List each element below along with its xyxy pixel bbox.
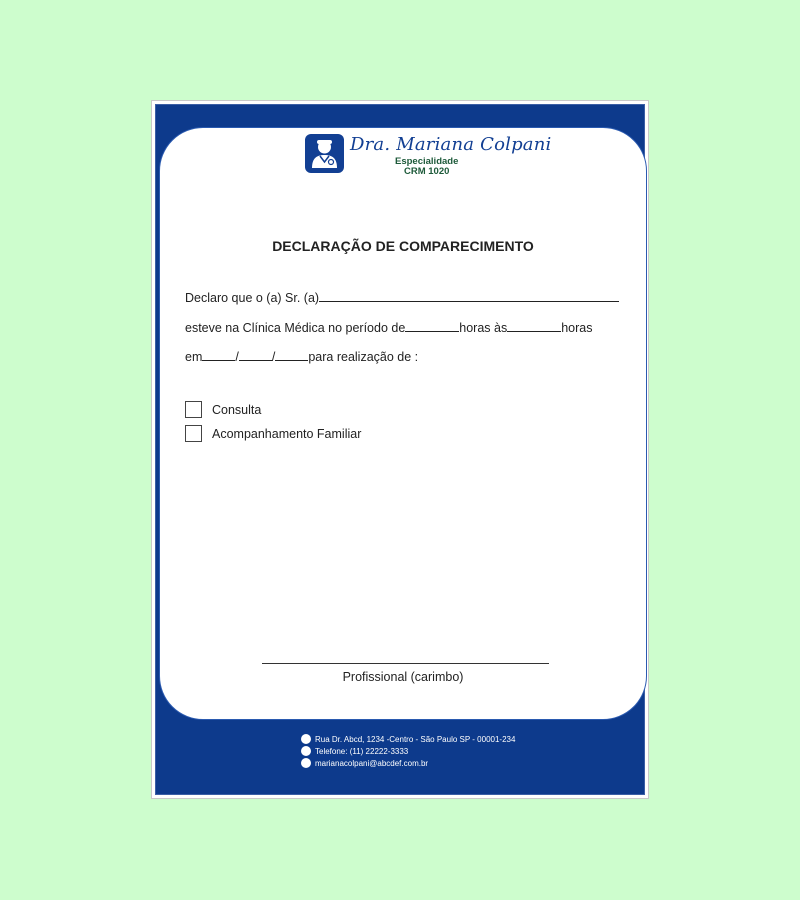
checkbox-acompanhamento[interactable] — [185, 425, 202, 442]
option-label: Consulta — [212, 402, 262, 417]
phone-text: Telefone: (11) 22222-3333 — [315, 746, 409, 756]
year-blank[interactable] — [275, 348, 308, 361]
option-acompanhamento[interactable] — [185, 425, 361, 442]
end-hour-blank[interactable] — [507, 319, 561, 332]
signature-line — [262, 663, 549, 664]
date-separator-2: / — [271, 350, 276, 364]
declaration-line-1 — [185, 289, 619, 305]
month-blank[interactable] — [239, 348, 272, 361]
blue-frame — [155, 104, 645, 795]
specialty: Especialidade — [395, 156, 459, 167]
name-blank[interactable] — [319, 289, 619, 302]
line2-middle: horas às — [459, 321, 508, 335]
doctor-name: Dra. Mariana Colpani — [350, 134, 552, 155]
checkbox-consulta[interactable] — [185, 401, 202, 418]
start-hour-blank[interactable] — [405, 319, 459, 332]
footer-phone — [301, 746, 408, 756]
option-consulta[interactable] — [185, 401, 261, 418]
date-separator-1: / — [235, 350, 239, 364]
line1-prefix: Declaro que o (a) Sr. (a) — [185, 291, 320, 305]
declaration-line-3 — [185, 348, 418, 364]
location-pin-icon — [301, 734, 311, 744]
email-text: marianacolpani@abcdef.com.br — [315, 758, 429, 768]
document-sheet — [151, 100, 649, 799]
option-label: Acompanhamento Familiar — [212, 426, 362, 441]
email-icon — [301, 758, 311, 768]
crm-number: CRM 1020 — [404, 166, 450, 177]
line2-prefix: esteve na Clínica Médica no período de — [185, 321, 406, 335]
address-text: Rua Dr. Abcd, 1234 -Centro - São Paulo SP - 00001-234 — [315, 734, 516, 744]
document-title: DECLARAÇÃO DE COMPARECIMENTO — [272, 238, 534, 254]
day-blank[interactable] — [202, 348, 235, 361]
line3-prefix: em — [185, 350, 203, 364]
doctor-icon — [305, 134, 344, 173]
signature-label: Profissional (carimbo) — [342, 670, 464, 684]
footer-email — [301, 758, 428, 768]
phone-icon — [301, 746, 311, 756]
content-card — [159, 127, 647, 720]
footer-address — [301, 734, 515, 744]
line2-suffix: horas — [561, 321, 593, 335]
declaration-line-2 — [185, 319, 593, 335]
line3-suffix: para realização de : — [308, 350, 419, 364]
